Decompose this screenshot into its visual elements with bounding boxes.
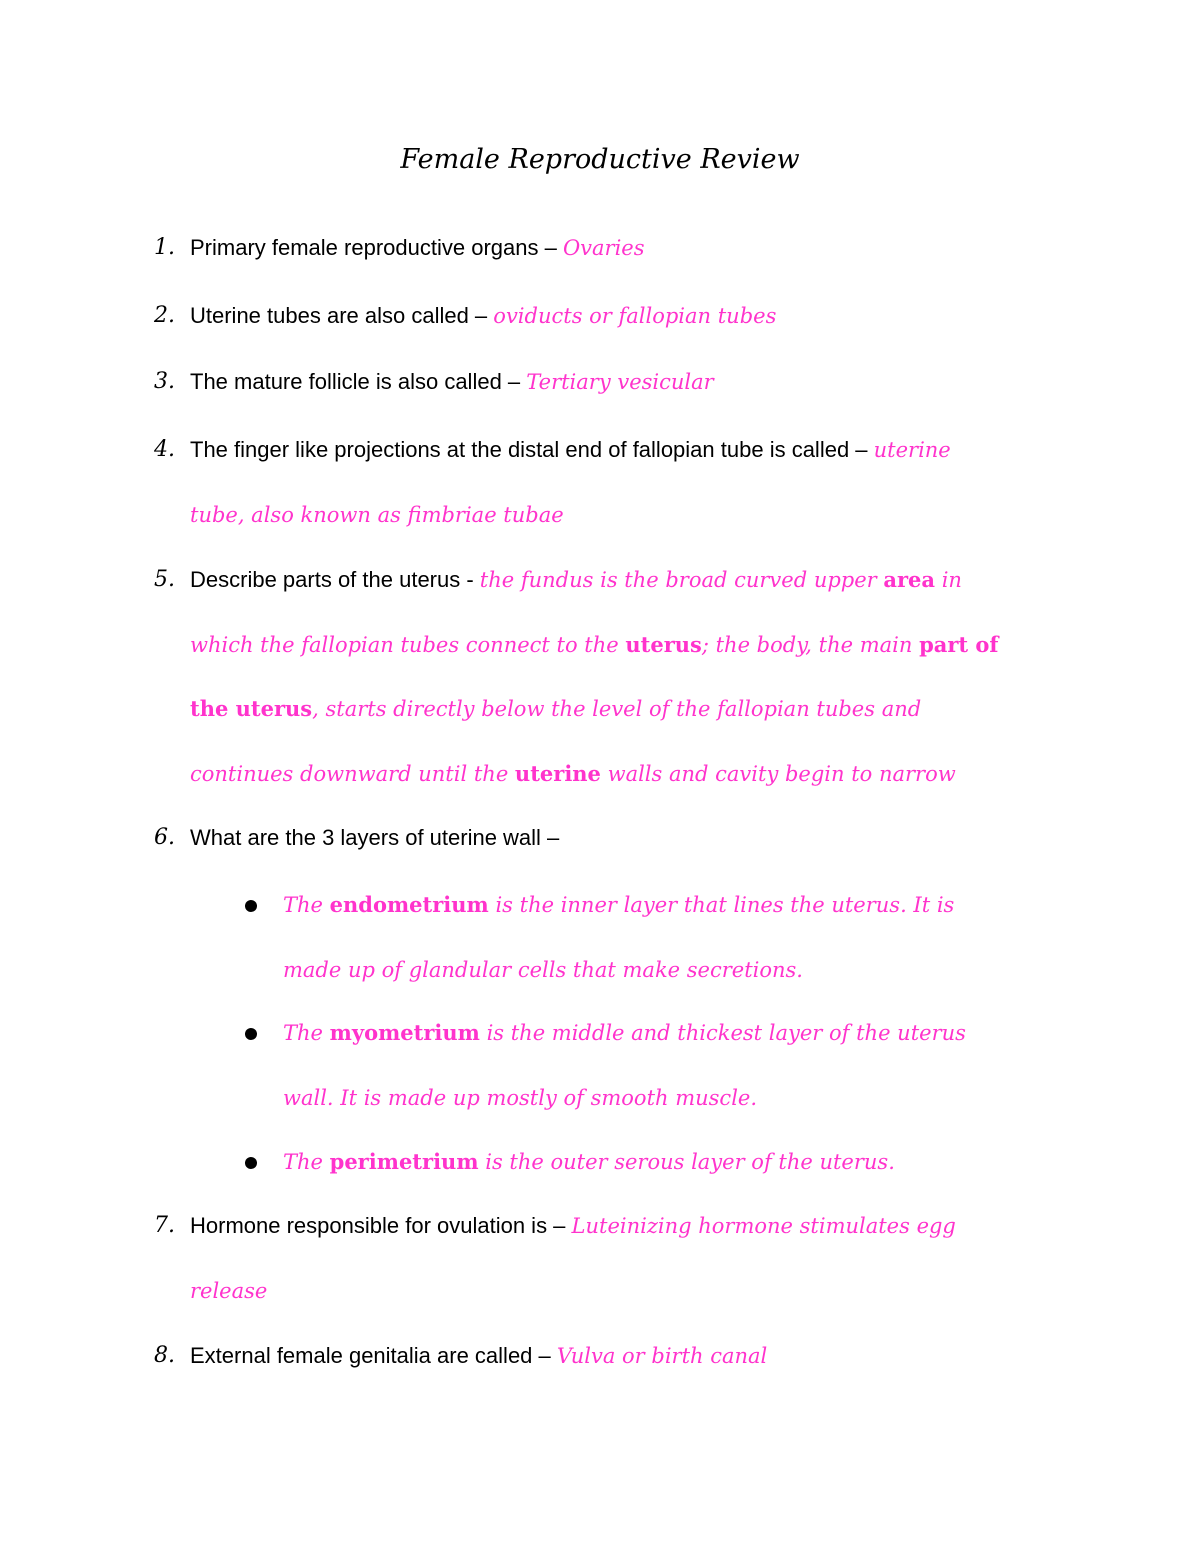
q2-line (190, 299, 776, 333)
q4-line-2 (190, 498, 564, 532)
q6-line (190, 821, 559, 855)
q2-answer: oviducts or fallopian tubes (493, 304, 777, 328)
q3-question: The mature follicle is also called – (190, 369, 527, 394)
q1-answer: Ovaries (562, 236, 645, 260)
q7-question: Hormone responsible for ovulation is – (190, 1213, 572, 1238)
q6-b3-text: The (283, 1150, 330, 1174)
q4-answer-part1: uterine (873, 438, 951, 462)
q5-answer-text: continues downward until the (190, 762, 515, 786)
q6-bullet-2-line-1 (283, 1016, 966, 1050)
q6-b2-text: wall. It is made up mostly of smooth muscle. (283, 1086, 758, 1110)
q1-line (190, 231, 645, 265)
q5-answer-bold: the uterus (190, 696, 313, 721)
q8-answer: Vulva or birth canal (556, 1344, 768, 1368)
q6-b1-text: The (283, 893, 330, 917)
q4-answer-part2: tube, also known as fimbriae tubae (190, 503, 564, 527)
q7-answer-part1: Luteinizing hormone stimulates egg (571, 1214, 956, 1238)
q5-answer-bold: uterine (514, 761, 601, 786)
q6-b3-text: is the outer serous layer of the uterus. (478, 1150, 895, 1174)
bullet-icon (245, 900, 257, 912)
bullet-icon (245, 1028, 257, 1040)
q7-answer-part2: release (190, 1279, 268, 1303)
q3-answer: Tertiary vesicular (526, 370, 714, 394)
q7-line-1 (190, 1209, 956, 1243)
q3-number: 3. (154, 369, 175, 394)
q5-answer-bold: area (883, 567, 936, 592)
q6-b1-term: endometrium (329, 892, 489, 917)
q5-answer-bold: uterus (625, 632, 702, 657)
q5-line-3 (190, 692, 921, 726)
q1-number: 1. (154, 235, 175, 260)
q5-answer-text: which the fallopian tubes connect to the (190, 633, 626, 657)
q5-answer-text: , starts directly below the level of the fallopian tubes and (312, 697, 922, 721)
q5-line-1 (190, 563, 962, 597)
q5-answer-text: walls and cavity begin to narrow (600, 762, 956, 786)
q6-question: What are the 3 layers of uterine wall – (190, 825, 560, 850)
bullet-icon (245, 1157, 257, 1169)
q4-question: The finger like projections at the distal end of fallopian tube is called – (190, 437, 874, 462)
q5-line-2 (190, 628, 998, 662)
q6-b1-text: made up of glandular cells that make secretions. (283, 958, 803, 982)
q2-question: Uterine tubes are also called – (190, 303, 494, 328)
q5-question: Describe parts of the uterus - (190, 567, 480, 592)
q5-answer-text: ; the body, the main (701, 633, 920, 657)
q5-line-4 (190, 757, 956, 791)
q6-bullet-1-line-2 (283, 953, 803, 987)
q6-bullet-1-line-1 (283, 888, 954, 922)
document-title: Female Reproductive Review (400, 144, 800, 175)
q6-bullet-3-line-1 (283, 1145, 895, 1179)
q8-question: External female genitalia are called – (190, 1343, 557, 1368)
q6-b2-term: myometrium (329, 1020, 480, 1045)
q7-number: 7. (154, 1213, 175, 1238)
q1-question: Primary female reproductive organs – (190, 235, 563, 260)
q8-line (190, 1339, 767, 1373)
q5-answer-text: in (935, 568, 962, 592)
q8-number: 8. (154, 1343, 175, 1368)
q5-answer-bold: part of (919, 632, 999, 657)
q5-number: 5. (154, 567, 175, 592)
q4-line-1 (190, 433, 951, 467)
q4-number: 4. (154, 437, 175, 462)
q6-number: 6. (154, 825, 175, 850)
q6-bullet-2-line-2 (283, 1081, 757, 1115)
q7-line-2 (190, 1274, 267, 1308)
q3-line (190, 365, 714, 399)
q6-b3-term: perimetrium (329, 1149, 479, 1174)
q6-b1-text: is the inner layer that lines the uterus. It is (488, 893, 955, 917)
q6-b2-text: is the middle and thickest layer of the uterus (479, 1021, 966, 1045)
q5-answer-text: the fundus is the broad curved upper (479, 568, 884, 592)
q2-number: 2. (154, 303, 175, 328)
q6-b2-text: The (283, 1021, 330, 1045)
